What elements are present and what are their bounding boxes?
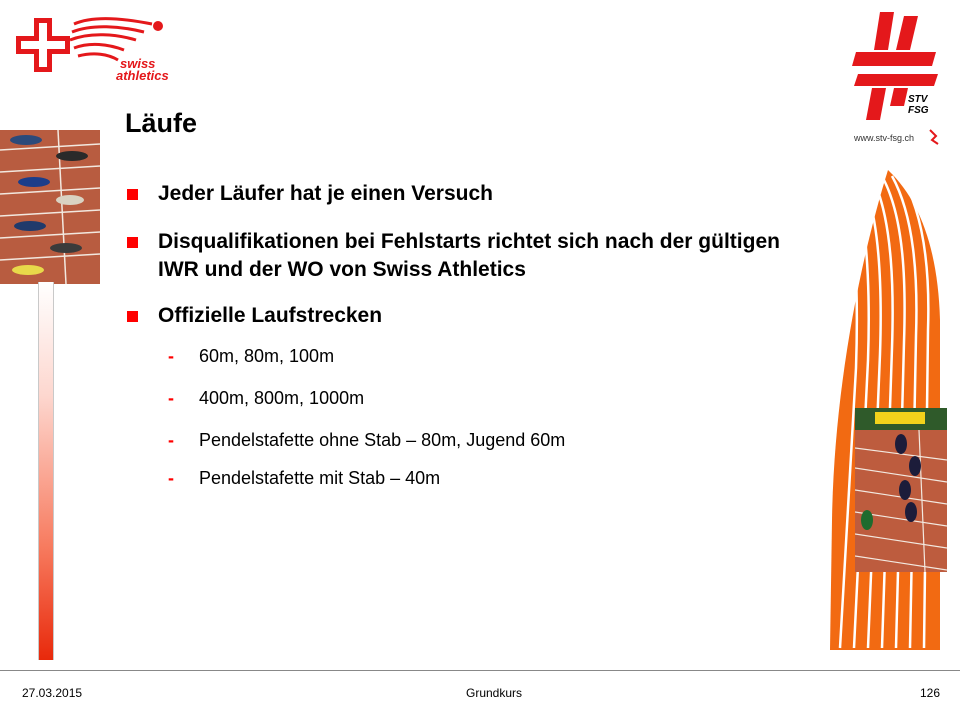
left-decorative-bar xyxy=(38,282,54,660)
bullet-text: Disqualifikationen bei Fehlstarts richtet sich nach der gültigen IWR und der WO von Swiss Athletics xyxy=(158,230,780,281)
bullet-text: Jeder Läufer hat je einen Versuch xyxy=(158,182,493,205)
sub-bullet-text: Pendelstafette ohne Stab – 80m, Jugend 60m xyxy=(199,430,566,450)
sub-bullet-text: Pendelstafette mit Stab – 40m xyxy=(199,468,441,488)
stv-logo-line1: STV xyxy=(908,94,928,105)
stv-logo-url: www.stv-fsg.ch xyxy=(854,133,915,143)
stv-fsg-logo xyxy=(850,10,946,150)
logo-text-swiss: swiss xyxy=(120,56,156,71)
footer-title: Grundkurs xyxy=(466,686,523,700)
slide-title: Läufe xyxy=(125,108,198,138)
bullet-text: Offizielle Laufstrecken xyxy=(158,304,383,327)
sub-bullet-dash: - xyxy=(168,430,174,450)
sub-bullet-text: 60m, 80m, 100m xyxy=(199,346,335,366)
sprint-start-photo xyxy=(0,130,100,284)
sub-bullet-dash: - xyxy=(168,346,174,366)
bullet-square-icon xyxy=(127,311,138,322)
footer-date: 27.03.2015 xyxy=(22,686,83,700)
footer-page-number: 126 xyxy=(920,686,941,700)
stv-logo-line2: FSG xyxy=(908,105,929,116)
finish-line-photo xyxy=(855,408,947,572)
sub-bullet-text: 400m, 800m, 1000m xyxy=(199,388,365,408)
footer-divider xyxy=(0,670,960,671)
bullet-square-icon xyxy=(127,237,138,248)
sub-bullet-dash: - xyxy=(168,388,174,408)
swiss-athletics-logo xyxy=(12,12,182,84)
logo-text-athletics: athletics xyxy=(116,68,169,83)
bullet-square-icon xyxy=(127,189,138,200)
sub-bullet-dash: - xyxy=(168,468,174,488)
